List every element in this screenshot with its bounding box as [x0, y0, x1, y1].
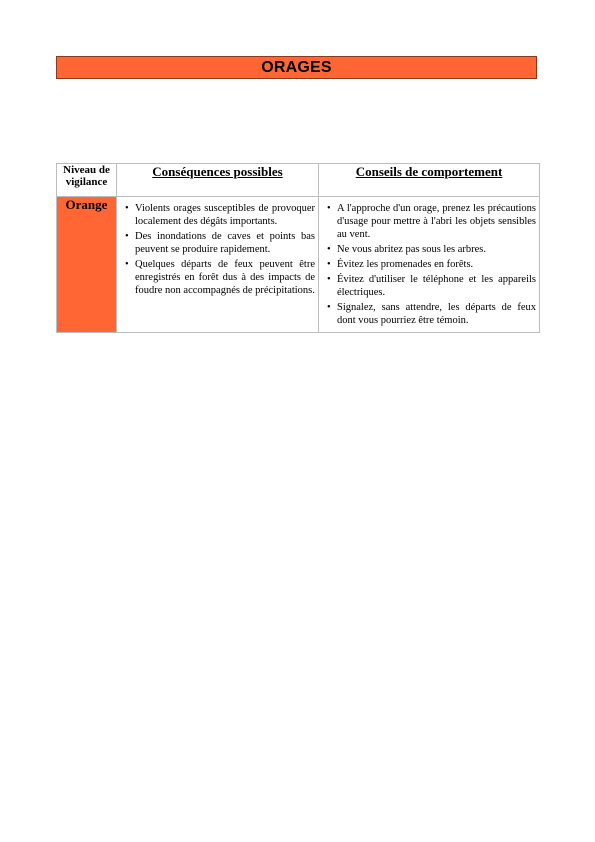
consequences-cell	[117, 197, 319, 333]
header-advice: Conseils de comportement	[319, 164, 540, 197]
header-consequences: Conséquences possibles	[117, 164, 319, 197]
list-item: • Violents orages susceptibles de provoquer localement des dégâts importants.	[125, 203, 315, 227]
advice-cell	[319, 197, 540, 333]
title-banner	[56, 56, 537, 79]
bullet-icon: •	[125, 231, 129, 242]
header-level: Niveau de vigilance	[57, 164, 117, 197]
bullet-icon: •	[327, 302, 331, 313]
page-title: ORAGES	[261, 58, 332, 76]
bullet-icon: •	[125, 259, 129, 270]
bullet-icon: •	[327, 274, 331, 285]
list-item: • Évitez les promenades en forêts.	[327, 259, 474, 270]
vigilance-table	[56, 163, 540, 333]
consequences-list	[117, 197, 318, 302]
list-item: • Évitez d'utiliser le téléphone et les appareils électriques.	[327, 274, 536, 298]
list-item: • A l'approche d'un orage, prenez les précautions d'usage pour mettre à l'abri les objets sensibles au vent.	[327, 203, 536, 240]
list-item: • Ne vous abritez pas sous les arbres.	[327, 244, 486, 255]
bullet-icon: •	[125, 203, 129, 214]
level-orange: Orange	[57, 197, 117, 333]
advice-list	[319, 197, 539, 332]
table-header-row	[57, 164, 540, 197]
bullet-icon: •	[327, 203, 331, 214]
list-item: • Des inondations de caves et points bas peuvent se produire rapidement.	[125, 231, 315, 255]
list-item: • Signalez, sans attendre, les départs de feux dont vous pourriez être témoin.	[327, 302, 536, 326]
bullet-icon: •	[327, 259, 331, 270]
list-item: • Quelques départs de feux peuvent être enregistrés en forêt dus à des impacts de foudre non accompagnés de précipitations.	[125, 259, 315, 296]
table-row	[57, 197, 540, 333]
bullet-icon: •	[327, 244, 331, 255]
